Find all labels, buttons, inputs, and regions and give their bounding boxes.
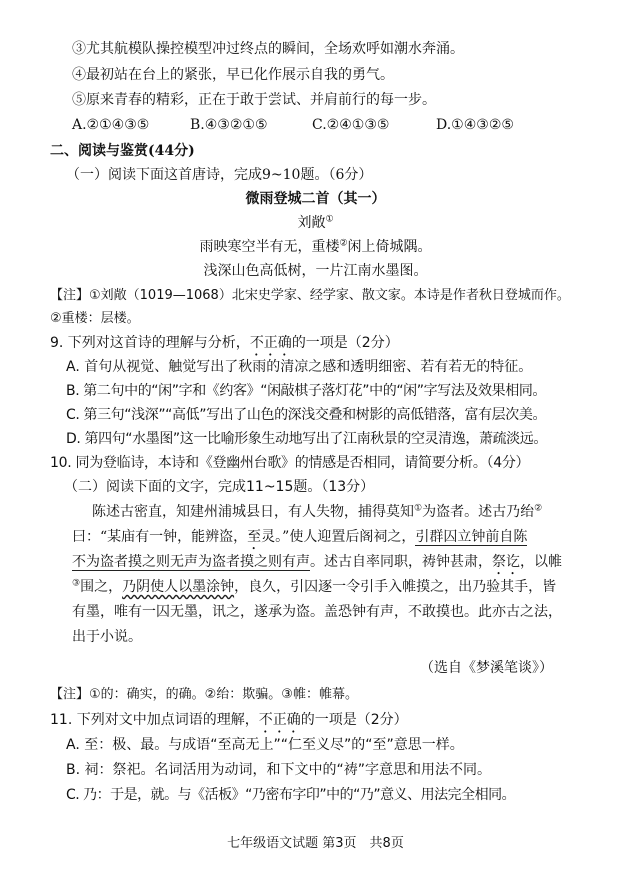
underlined-sentence: 引群囚立钟前自陈 <box>415 529 528 545</box>
poem-line-2: 浅深山色高低树，一片江南水墨图。 <box>203 263 428 279</box>
q11-option-c: C. 乃：于是，就。与《活板》“乃密布字印”中的“乃”意义、用法完全相同。 <box>66 787 516 803</box>
passage-line-5: 有墨，唯有一囚无墨，讯之，遂承为盗。盖恐钟有声，不敢摸也。此亦古之法， <box>72 604 562 620</box>
sentence-5: ⑤原来青春的精彩，正在于敢于尝试、并肩前行的每一步。 <box>72 92 436 108</box>
option-d: D.①④③②⑤ <box>436 117 514 133</box>
poem-note-2: ②重楼：层楼。 <box>50 311 140 326</box>
poem-note-1: 【注】①刘敞（1019—1068）北宋史学家、经学家、散文家。本诗是作者秋日登城而作。 <box>50 288 570 303</box>
part1-heading: （一）阅读下面这首唐诗，完成9~10题。（6分） <box>66 167 373 183</box>
option-c: C.②④①③⑤ <box>312 117 390 133</box>
passage-line-6: 出于小说。 <box>72 629 142 645</box>
option-a: A.②①④③⑤ <box>72 117 150 133</box>
question-11: 11. 下列对文中加点词语的理解，不正确的一项是（2分） <box>50 712 408 728</box>
passage-line-1: 陈述古密直，知建州浦城县日，有人失物，捕得莫知①为盗者。述古乃绐② <box>92 503 543 520</box>
section-heading: 二、阅读与鉴赏(44分) <box>50 143 195 159</box>
q9-option-a: A. 首句从视觉、触觉写出了秋雨的清凉之感和透明细密、若有若无的特征。 <box>66 359 533 375</box>
poem-author: 刘敞① <box>297 214 334 231</box>
sentence-4: ④最初站在台上的紧张，早已化作展示自我的勇气。 <box>72 67 394 83</box>
part2-heading: （二）阅读下面的文字，完成11~15题。（13分） <box>64 479 375 495</box>
page-footer: 七年级语文试题 第3页 共8页 <box>227 836 404 851</box>
q9-option-d: D. 第四句“水墨图”这一比喻形象生动地写出了江南秋景的空灵清逸，萧疏淡远。 <box>66 431 547 447</box>
sentence-3: ③尤其航模队操控模型冲过终点的瞬间，全场欢呼如潮水奔涌。 <box>72 41 464 57</box>
passage-source: （选自《梦溪笔谈》） <box>420 660 553 676</box>
wavy-underlined-phrase: 乃阴使人以墨涂钟 <box>122 579 235 595</box>
poem-line-1: 雨映寒空半有无，重楼②闲上倚城隅。 <box>199 238 432 255</box>
q9-option-b: B. 第二句中的“闲”字和《约客》“闲敲棋子落灯花”中的“闲”字写法及效果相同。 <box>66 383 547 399</box>
underlined-sentence-cont: 不为盗者摸之则无声为盗者摸之则有声 <box>72 554 310 570</box>
passage-line-2: 曰：“某庙有一钟，能辨盗，至灵。”使人迎置后阁祠之，引群囚立钟前自陈 <box>72 529 528 545</box>
passage-line-3: 不为盗者摸之则无声为盗者摸之则有声。述古自率同职，祷钟甚肃，祭讫，以帷 <box>72 554 562 570</box>
q11-option-a: A. 至：极、最。与成语“至高无上”“仁至义尽”的“至”意思一样。 <box>66 737 464 753</box>
q11-option-b: B. 祠：祭祀。名词活用为动词，和下文中的“祷”字意思和用法不同。 <box>66 762 492 778</box>
poem-title: 微雨登城二首（其一） <box>245 191 386 207</box>
passage-note: 【注】①的：确实，的确。②绐：欺骗。③帷：帷幕。 <box>50 687 358 702</box>
q8-options <box>72 116 514 134</box>
option-b: B.④③②①⑤ <box>190 117 268 133</box>
question-10: 10. 同为登临诗，本诗和《登幽州台歌》的情感是否相同，请简要分析。（4分） <box>50 455 530 471</box>
question-9: 9. 下列对这首诗的理解与分析，不正确的一项是（2分） <box>50 335 399 351</box>
q9-option-c: C. 第三句“浅深”“高低”写出了山色的深浅交叠和树影的高低错落，富有层次美。 <box>66 407 547 423</box>
passage-line-4: ③围之，乃阴使人以墨涂钟，良久，引囚逐一令引手入帷摸之，出乃验其手，皆 <box>72 578 557 595</box>
